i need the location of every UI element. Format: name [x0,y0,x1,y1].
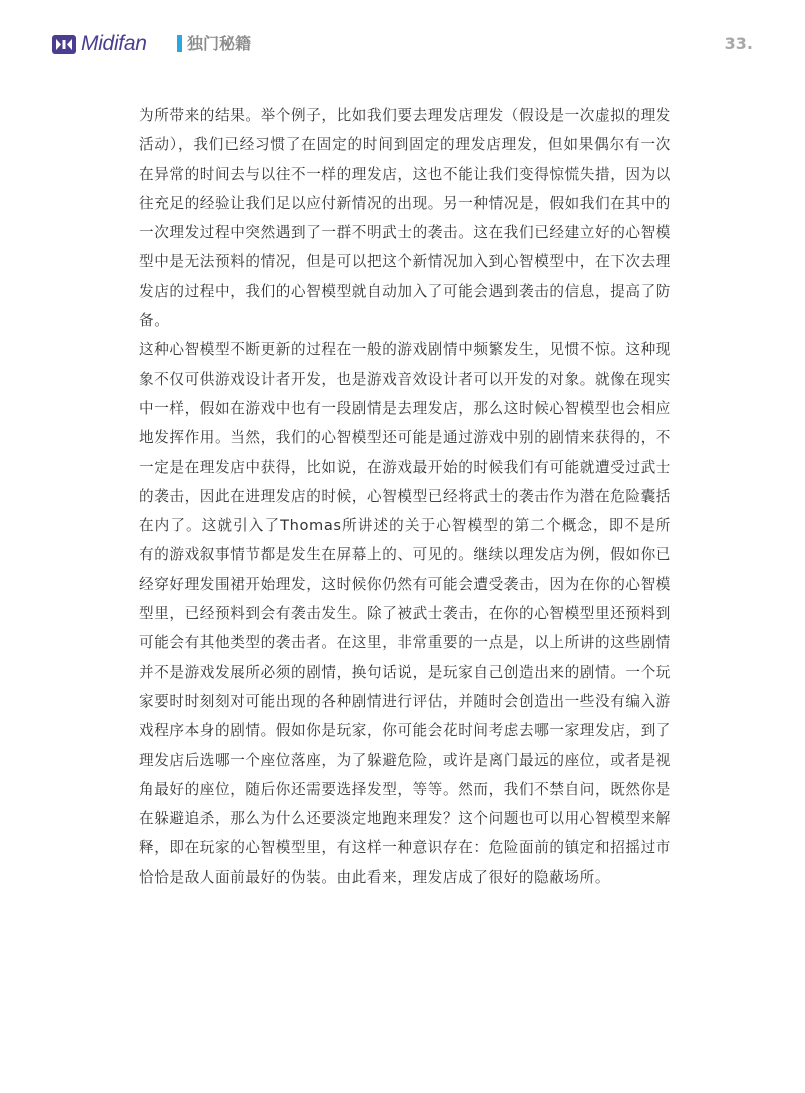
page-header [0,0,805,90]
section-title: 独门秘籍 [187,34,252,53]
logo-text: Midifan [81,32,147,55]
page-number: 33. [724,34,753,53]
midifan-logo [52,33,147,55]
paragraph-1: 为所带来的结果。举个例子，比如我们要去理发店理发（假设是一次虚拟的理发活动），我们已经习惯了在固定的时间到固定的理发店理发，但如果偶尔有一次在异常的时间去与以往不一样的理发店，这也不能让我们变得惊慌失措，因为以往充足的经验让我们足以应付新情况的出现。另一种情况是，假如我们在其中的一次理发过程中突然遇到了一群不明武士的袭击。这在我们已经建立好的心智模型中是无法预料的情况，但是可以把这个新情况加入到心智模型中，在下次去理发店的过程中，我们的心智模型就自动加入了可能会遇到袭击的信息，提高了防备。 [139,107,671,330]
section-accent-bar [177,35,182,52]
paragraph-2: 这种心智模型不断更新的过程在一般的游戏剧情中频繁发生，见惯不惊。这种现象不仅可供游戏设计者开发，也是游戏音效设计者可以开发的对象。就像在现实中一样，假如在游戏中也有一段剧情是去理发店，那么这时候心智模型也会相应地发挥作用。当然，我们的心智模型还可能是通过游戏中别的剧情来获得的，不一定是在理发店中获得，比如说，在游戏最开始的时候我们有可能就遭受过武士的袭击，因此在进理发店的时候，心智模型已经将武士的袭击作为潜在危险囊括在内了。这就引入了Thomas所讲述的关于心智模型的第二个概念，即不是所有的游戏叙事情节都是发生在屏幕上的、可见的。继续以理发店为例，假如你已经穿好理发围裙开始理发，这时候你仍然有可能会遭受袭击，因为在你的心智模型里，已经预料到会有袭击发生。除了被武士袭击，在你的心智模型里还预料到可能会有其他类型的袭击者。在这里，非常重要的一点是，以上所讲的这些剧情并不是游戏发展所必须的剧情，换句话说，是玩家自己创造出来的剧情。一个玩家要时时刻刻对可能出现的各种剧情进行评估，并随时会创造出一些没有编入游戏程序本身的剧情。假如你是玩家，你可能会花时间考虑去哪一家理发店，到了理发店后选哪一个座位落座，为了躲避危险，或许是离门最远的座位，或者是视角最好的座位，随后你还需要选择发型，等等。然而，我们不禁自问，既然你是在躲避追杀，那么为什么还要淡定地跑来理发？这个问题也可以用心智模型来解释，即在玩家的心智模型里，有这样一种意识存在：危险面前的镇定和招摇过市恰恰是敌人面前最好的伪装。由此看来，理发店成了很好的隐蔽场所。 [139,341,671,886]
article-body [139,101,671,892]
midifan-logo-icon [52,35,76,54]
